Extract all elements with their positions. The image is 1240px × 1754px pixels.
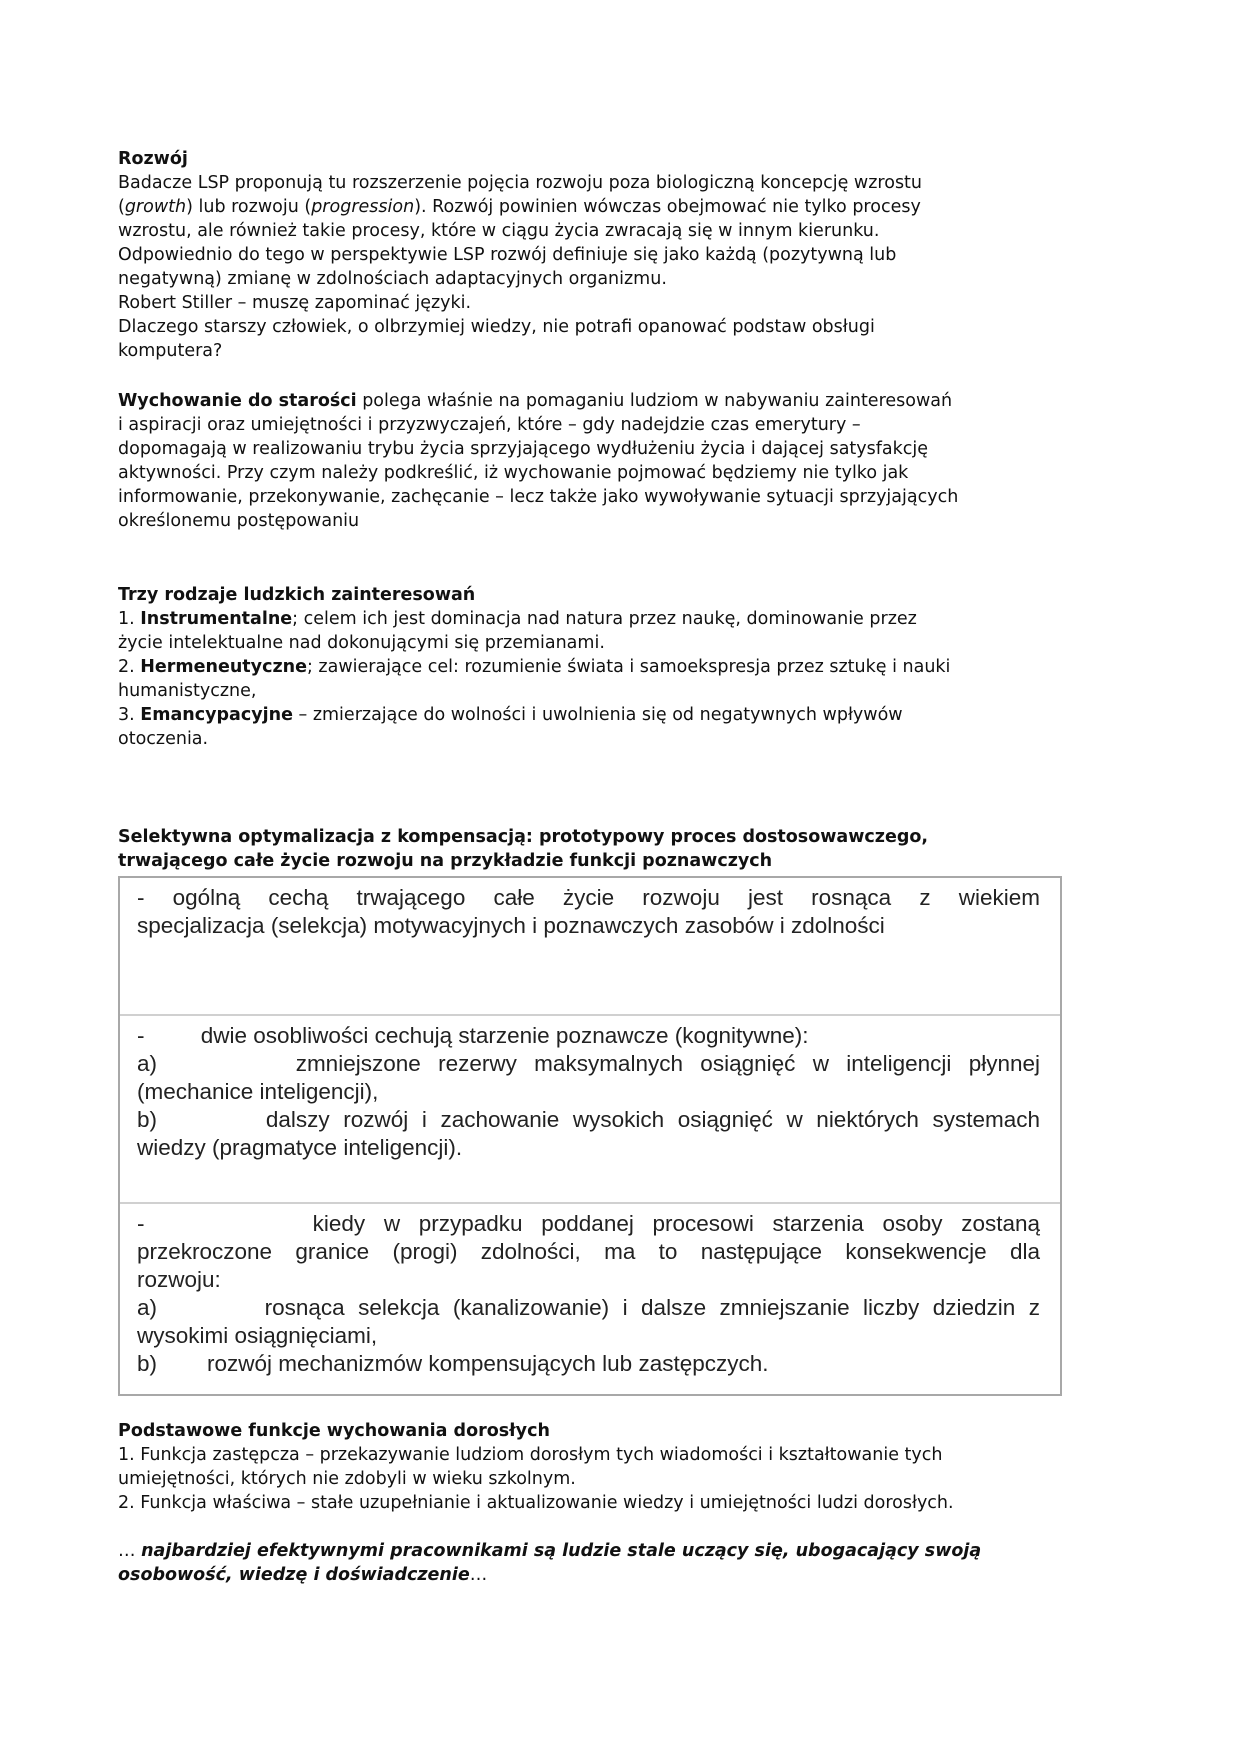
text-segment: ( <box>118 197 125 217</box>
text-line <box>118 148 188 170</box>
text-line <box>118 340 222 362</box>
text-line <box>118 390 952 412</box>
text-line <box>118 1492 954 1514</box>
table-cell-line: a) zmniejszone rezerwy maksymalnych osiągnięć w inteligencji płynnej <box>137 1051 1040 1076</box>
bold-text: Hermeneutyczne <box>140 657 307 677</box>
text-segment: życie intelektualne nad dokonującymi się przemianami. <box>118 633 605 653</box>
table-cell-line: b) dalszy rozwój i zachowanie wysokich osiągnięć w niektórych systemach <box>137 1107 1040 1132</box>
text-line <box>118 680 256 702</box>
text-line <box>118 220 879 242</box>
text-line <box>118 244 896 266</box>
text-line <box>118 656 950 678</box>
text-line <box>118 510 359 532</box>
table-cell-line: - kiedy w przypadku poddanej procesowi starzenia osoby zostaną <box>137 1211 1040 1236</box>
table-cell <box>120 878 1060 1016</box>
text-line <box>118 316 875 338</box>
table-cell-line: wysokimi osiągnięciami, <box>137 1323 378 1348</box>
text-line <box>118 728 208 750</box>
soc-table <box>118 876 1062 1396</box>
text-segment: … <box>469 1565 488 1585</box>
text-segment: Badacze LSP proponują tu rozszerzenie pojęcia rozwoju poza biologiczną koncepcję wzrostu <box>118 173 923 193</box>
bold-text: Podstawowe funkcje wychowania dorosłych <box>118 1421 550 1441</box>
table-cell-line: (mechanice inteligencji), <box>137 1079 379 1104</box>
text-line <box>118 438 928 460</box>
table-cell-line: rozwoju: <box>137 1267 221 1292</box>
text-line <box>118 1540 981 1562</box>
text-segment: 2. <box>118 657 141 677</box>
table-cell-line: a) rosnąca selekcja (kanalizowanie) i dalsze zmniejszanie liczby dziedzin z <box>137 1295 1040 1320</box>
text-line <box>118 1468 576 1490</box>
text-segment: humanistyczne, <box>118 681 257 701</box>
text-segment: informowanie, przekonywanie, zachęcanie – lecz także jako wywoływanie sytuacji sprzyjających <box>118 487 959 507</box>
text-line <box>118 608 917 630</box>
bold-text: Instrumentalne <box>140 609 293 629</box>
text-line <box>118 268 667 290</box>
text-segment: określonemu postępowaniu <box>118 511 360 531</box>
text-line <box>118 486 958 508</box>
text-line <box>118 584 475 606</box>
text-segment: 1. <box>118 609 141 629</box>
text-line <box>118 632 605 654</box>
bold-text: Wychowanie do starości <box>118 391 357 411</box>
table-cell-line: - dwie osobliwości cechują starzenie poznawcze (kognitywne): <box>137 1023 809 1048</box>
bold-text: Trzy rodzaje ludzkich zainteresowań <box>118 585 476 605</box>
text-line <box>118 462 908 484</box>
text-segment: komputera? <box>118 341 223 361</box>
table-cell-line: - ogólną cechą trwającego całe życie rozwoju jest rosnąca z wiekiem <box>137 885 1040 910</box>
text-segment: 2. Funkcja właściwa – stałe uzupełnianie i aktualizowanie wiedzy i umiejętności ludzi dorosłych. <box>118 1493 954 1513</box>
text-segment: ). Rozwój powinien wówczas obejmować nie tylko procesy <box>414 197 921 217</box>
text-segment: otoczenia. <box>118 729 209 749</box>
text-line <box>118 1564 487 1586</box>
table-cell-line: wiedzy (pragmatyce inteligencji). <box>137 1135 463 1160</box>
text-segment: umiejętności, których nie zdobyli w wieku szkolnym. <box>118 1469 576 1489</box>
text-segment: negatywną) zmianę w zdolnościach adaptacyjnych organizmu. <box>118 269 667 289</box>
text-segment: ; celem ich jest dominacja nad natura przez naukę, dominowanie przez <box>292 609 917 629</box>
bold-text: najbardziej efektywnymi pracownikami są ludzie stale uczący się, ubogacający swoją <box>141 1541 982 1561</box>
text-line <box>118 704 903 726</box>
text-segment: ) lub rozwoju ( <box>186 197 312 217</box>
table-cell-line: specjalizacja (selekcja) motywacyjnych i poznawczych zasobów i zdolności <box>137 913 885 938</box>
bold-text: Rozwój <box>118 149 188 169</box>
text-line <box>118 1420 550 1442</box>
bold-text: Emancypacyjne <box>140 705 293 725</box>
text-segment: wzrostu, ale również takie procesy, które w ciągu życia zwracają się w innym kierunku. <box>118 221 880 241</box>
text-line <box>118 414 861 436</box>
text-segment: – zmierzające do wolności i uwolnienia się od negatywnych wpływów <box>292 705 903 725</box>
text-segment: 1. Funkcja zastępcza – przekazywanie ludziom dorosłym tych wiadomości i kształtowanie tych <box>118 1445 943 1465</box>
text-segment: i aspiracji oraz umiejętności i przyzwyczajeń, które – gdy nadejdzie czas emerytury – <box>118 415 861 435</box>
italic-text: growth <box>124 197 187 217</box>
text-line <box>118 196 921 218</box>
text-line <box>118 826 928 848</box>
text-segment: polega właśnie na pomaganiu ludziom w nabywaniu zainteresowań <box>356 391 953 411</box>
text-line <box>118 850 772 872</box>
text-segment: Dlaczego starszy człowiek, o olbrzymiej wiedzy, nie potrafi opanować podstaw obsługi <box>118 317 875 337</box>
text-segment: Robert Stiller – muszę zapominać języki. <box>118 293 472 313</box>
text-line <box>118 292 471 314</box>
text-segment: dopomagają w realizowaniu trybu życia sprzyjającego wydłużeniu życia i dającej satysfakcję <box>118 439 929 459</box>
text-segment: aktywności. Przy czym należy podkreślić, iż wychowanie pojmować będziemy nie tylko jak <box>118 463 909 483</box>
table-cell-line: b) rozwój mechanizmów kompensujących lub zastępczych. <box>137 1351 769 1376</box>
bold-text: osobowość, wiedzę i doświadczenie <box>118 1565 470 1585</box>
table-cell-line: przekroczone granice (progi) zdolności, ma to następujące konsekwencje dla <box>137 1239 1040 1264</box>
text-segment: ; zawierające cel: rozumienie świata i samoekspresja przez sztukę i nauki <box>306 657 951 677</box>
table-cell <box>120 1016 1060 1204</box>
bold-text: trwającego całe życie rozwoju na przykładzie funkcji poznawczych <box>118 851 773 871</box>
table-cell <box>120 1204 1060 1394</box>
italic-text: progression <box>311 197 415 217</box>
bold-text: Selektywna optymalizacja z kompensacją: prototypowy proces dostosowawczego, <box>118 827 929 847</box>
text-line <box>118 172 922 194</box>
text-line <box>118 1444 942 1466</box>
text-segment: … <box>118 1541 142 1561</box>
text-segment: 3. <box>118 705 141 725</box>
text-segment: Odpowiednio do tego w perspektywie LSP rozwój definiuje się jako każdą (pozytywną lub <box>118 245 897 265</box>
